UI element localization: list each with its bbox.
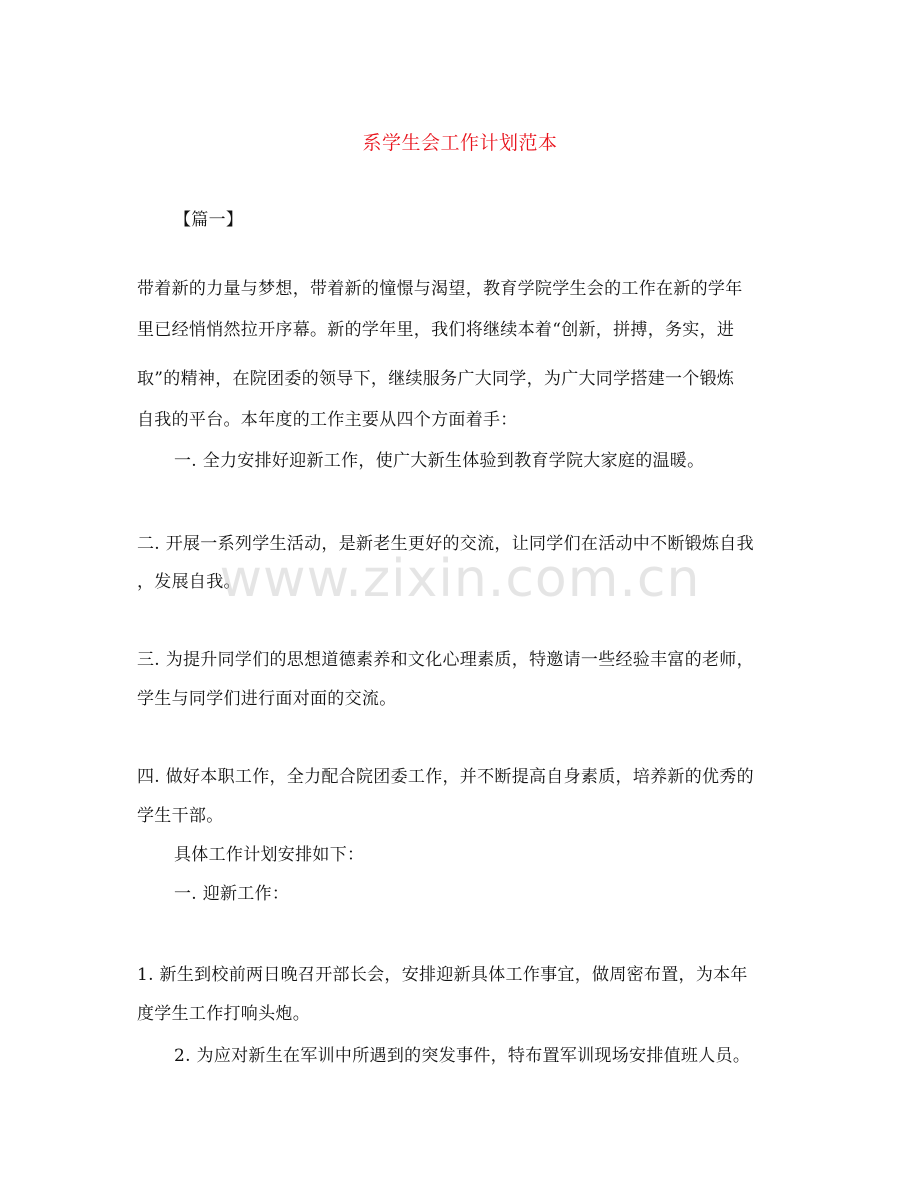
paragraph-line: 里已经悄悄然拉开序幕。新的学年里，我们将继续本着“创新，拼搏，务实，进 xyxy=(137,320,735,340)
paragraph-line: 自我的平台。本年度的工作主要从四个方面着手： xyxy=(137,410,518,430)
list-item: 四. 做好本职工作，全力配合院团委工作，并不断提高自身素质，培养新的优秀的 xyxy=(137,767,754,787)
paragraph-line: 取”的精神，在院团委的领导下，继续服务广大同学，为广大同学搭建一个锻炼 xyxy=(137,369,735,389)
watermark: www.zixin.com.cn xyxy=(219,549,701,609)
paragraph-line: ，发展自我。 xyxy=(137,572,241,592)
document-title: 系学生会工作计划范本 xyxy=(362,132,558,154)
paragraph-line: 度学生工作打响头炮。 xyxy=(137,1004,310,1024)
paragraph-line: 学生与同学们进行面对面的交流。 xyxy=(137,689,397,709)
list-item: 2. 为应对新生在军训中所遇到的突发事件，特布置军训现场安排值班人员。 xyxy=(174,1046,751,1066)
list-item: 二. 开展一系列学生活动，是新老生更好的交流，让同学们在活动中不断锻炼自我 xyxy=(137,534,754,554)
paragraph-line: 具体工作计划安排如下： xyxy=(174,845,365,865)
list-item: 一. 迎新工作： xyxy=(174,884,290,904)
section-label: 【篇一】 xyxy=(174,210,244,230)
paragraph-line: 学生干部。 xyxy=(137,806,224,826)
list-item: 一. 全力安排好迎新工作，使广大新生体验到教育学院大家庭的温暖。 xyxy=(174,451,705,471)
paragraph-line: 带着新的力量与梦想，带着新的憧憬与渴望，教育学院学生会的工作在新的学年 xyxy=(137,279,743,299)
list-item: 三. 为提升同学们的思想道德素养和文化心理素质，特邀请一些经验丰富的老师， xyxy=(137,650,754,670)
list-item: 1. 新生到校前两日晚召开部长会，安排迎新具体工作事宜，做周密布置，为本年 xyxy=(137,965,748,985)
